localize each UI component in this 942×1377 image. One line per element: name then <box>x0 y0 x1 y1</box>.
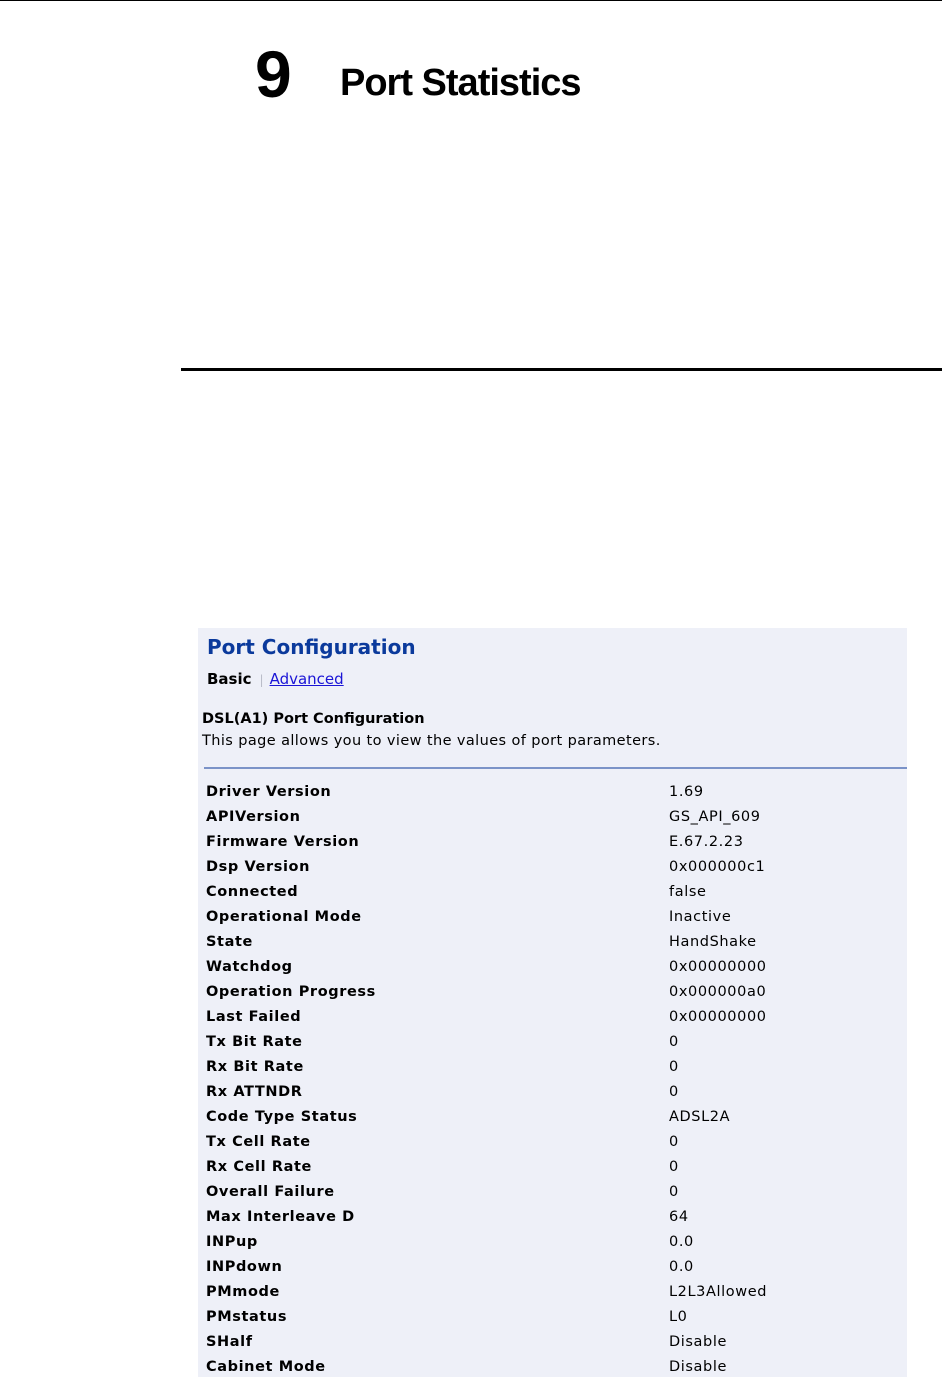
table-row <box>206 1282 906 1307</box>
table-row <box>206 1157 906 1182</box>
param-label: Driver Version <box>206 784 332 800</box>
param-label: Rx Bit Rate <box>206 1059 304 1075</box>
port-configuration-screenshot <box>198 628 907 1377</box>
param-label: Operation Progress <box>206 984 376 1000</box>
table-row <box>206 832 906 857</box>
param-value: Disable <box>669 1334 727 1350</box>
panel-divider <box>204 767 907 769</box>
param-label: Overall Failure <box>206 1184 335 1200</box>
param-value: HandShake <box>669 934 757 950</box>
param-value: false <box>669 884 707 900</box>
table-row <box>206 1307 906 1332</box>
param-value: 0x000000a0 <box>669 984 767 1000</box>
table-row <box>206 882 906 907</box>
param-label: State <box>206 934 253 950</box>
param-value: 64 <box>669 1209 689 1225</box>
param-value: 0x00000000 <box>669 959 767 975</box>
tab-basic[interactable]: Basic <box>207 670 252 688</box>
param-value: 0x00000000 <box>669 1009 767 1025</box>
tab-separator: | <box>259 673 264 687</box>
param-label: Code Type Status <box>206 1109 358 1125</box>
table-row <box>206 857 906 882</box>
param-label: INPdown <box>206 1259 283 1275</box>
param-value: GS_API_609 <box>669 809 761 825</box>
param-label: PMstatus <box>206 1309 288 1325</box>
table-row <box>206 1032 906 1057</box>
subnav-tabs <box>207 669 344 690</box>
param-label: Tx Cell Rate <box>206 1134 311 1150</box>
chapter-number: 9 <box>255 37 292 111</box>
param-value: 0 <box>669 1184 679 1200</box>
panel-title: Port Configuration <box>207 635 416 659</box>
param-value: 0 <box>669 1134 679 1150</box>
section-description: This page allows you to view the values of port parameters. <box>202 733 661 749</box>
section-heading: DSL(A1) Port Configuration <box>202 711 425 727</box>
param-label: INPup <box>206 1234 258 1250</box>
param-value: 0 <box>669 1059 679 1075</box>
table-row <box>206 1232 906 1257</box>
param-label: PMmode <box>206 1284 280 1300</box>
param-label: Tx Bit Rate <box>206 1034 303 1050</box>
param-label: Watchdog <box>206 959 293 975</box>
param-label: Max Interleave D <box>206 1209 355 1225</box>
table-row <box>206 1057 906 1082</box>
table-row <box>206 1132 906 1157</box>
param-value: 0 <box>669 1034 679 1050</box>
param-label: SHalf <box>206 1334 253 1350</box>
table-row <box>206 1207 906 1232</box>
table-row <box>206 782 906 807</box>
param-value: E.67.2.23 <box>669 834 744 850</box>
param-value: Inactive <box>669 909 732 925</box>
param-value: L2L3Allowed <box>669 1284 768 1300</box>
param-label: Rx Cell Rate <box>206 1159 312 1175</box>
param-label: Last Failed <box>206 1009 302 1025</box>
param-value: 0 <box>669 1159 679 1175</box>
param-label: Operational Mode <box>206 909 362 925</box>
param-label: Rx ATTNDR <box>206 1084 303 1100</box>
param-label: Firmware Version <box>206 834 360 850</box>
param-value: 1.69 <box>669 784 704 800</box>
param-value: 0.0 <box>669 1259 694 1275</box>
table-row <box>206 1007 906 1032</box>
param-label: Connected <box>206 884 299 900</box>
table-row <box>206 982 906 1007</box>
param-label: Cabinet Mode <box>206 1359 326 1375</box>
table-row <box>206 1182 906 1207</box>
table-row <box>206 1257 906 1282</box>
tab-advanced-link[interactable]: Advanced <box>269 670 344 688</box>
param-value: 0x000000c1 <box>669 859 766 875</box>
chapter-title: Port Statistics <box>340 62 581 104</box>
table-row <box>206 1357 906 1377</box>
page-top-rule <box>0 0 942 1</box>
table-row <box>206 1082 906 1107</box>
table-row <box>206 1332 906 1357</box>
table-row <box>206 957 906 982</box>
param-value: ADSL2A <box>669 1109 731 1125</box>
table-row <box>206 807 906 832</box>
param-value: L0 <box>669 1309 688 1325</box>
table-row <box>206 1107 906 1132</box>
parameter-table <box>206 782 906 1377</box>
table-row <box>206 932 906 957</box>
param-label: APIVersion <box>206 809 301 825</box>
param-value: 0 <box>669 1084 679 1100</box>
table-row <box>206 907 906 932</box>
param-value: 0.0 <box>669 1234 694 1250</box>
param-label: Dsp Version <box>206 859 310 875</box>
chapter-divider <box>181 368 942 371</box>
param-value: Disable <box>669 1359 727 1375</box>
